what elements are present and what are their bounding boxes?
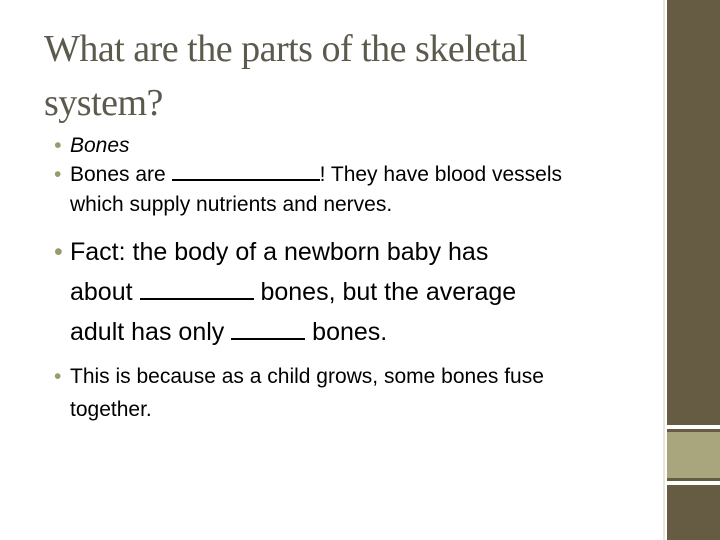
bullet-item	[54, 132, 654, 160]
bullet-item	[54, 232, 654, 352]
bullet-text: bones.	[305, 318, 388, 346]
bullet-text: Bones are	[70, 163, 172, 186]
bullet-item	[54, 160, 654, 220]
slide-title	[44, 22, 644, 130]
bullet-text: ! They have blood vessels	[319, 163, 563, 186]
fill-in-blank	[172, 161, 320, 181]
bullet-text: bones, but the average	[253, 278, 517, 306]
bullet-icon: •	[54, 163, 62, 186]
bullet-text: This is because as a child grows, some bones fuse	[70, 365, 544, 388]
bullet-icon: •	[54, 238, 63, 266]
bullet-text: Fact: the body of a newborn baby has	[70, 238, 489, 266]
bullet-text: which supply nutrients and nerves.	[70, 193, 393, 216]
bullet-text: Bones	[70, 134, 130, 157]
slide-edge-line	[663, 0, 665, 540]
decorative-band-accent	[667, 432, 720, 478]
bullet-text: about	[70, 278, 140, 306]
decorative-band-divider	[667, 481, 720, 485]
decorative-band-divider	[667, 425, 720, 429]
title-line: What are the parts of the skeletal	[44, 28, 528, 70]
bullet-text: together.	[70, 398, 152, 421]
bullet-list	[54, 132, 654, 426]
bullet-item	[54, 360, 654, 426]
fill-in-blank	[140, 280, 254, 300]
fill-in-blank	[231, 320, 305, 340]
title-line: system?	[44, 82, 163, 124]
bullet-icon: •	[54, 365, 62, 388]
bullet-icon: •	[54, 134, 62, 157]
bullet-text: adult has only	[70, 318, 232, 346]
